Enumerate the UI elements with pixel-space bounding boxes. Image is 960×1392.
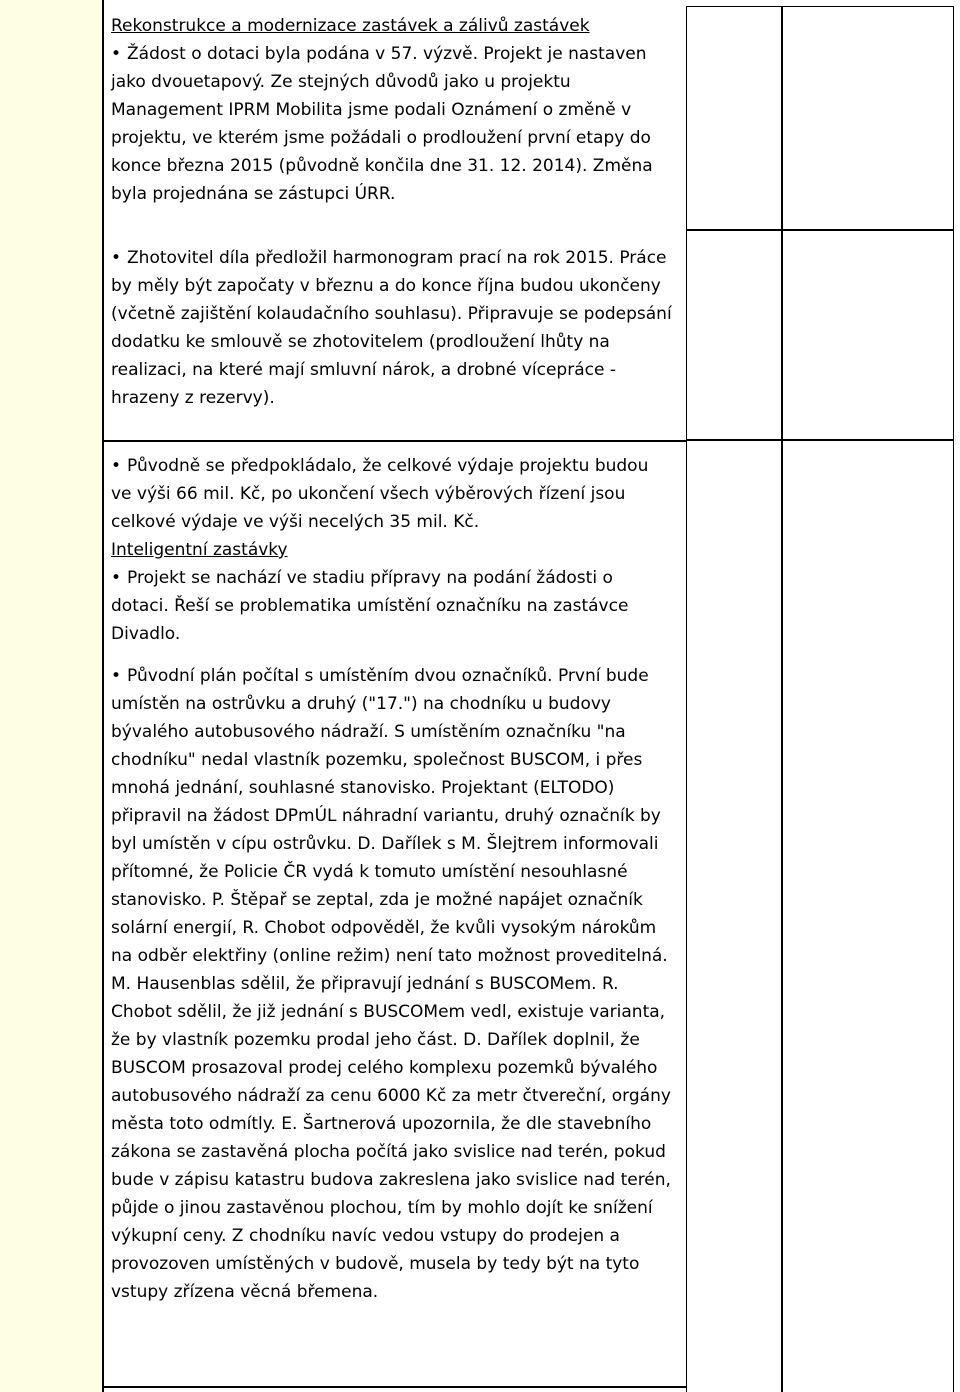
paragraph: Původně se předpokládalo, že celkové výdaje projektu budou ve výši 66 mil. Kč, po ukončení všech výběrových řízení jsou celkové výdaje ve výši necelých 35 mil. Kč. <box>111 456 649 532</box>
right-column-cell-4 <box>782 230 954 440</box>
paragraph: Zhotovitel díla předložil harmonogram prací na rok 2015. Práce by měly být započaty v březnu a do konce října budou ukončeny (včetně zajištění kolaudačního souhlasu). Připravuje se podepsání dodatku ke smlouvě se zhotovitelem (prodloužení lhůty na realizaci, na které mají smluvní nárok, a drobné vícepráce - hrazeny z rezervy). <box>111 248 672 408</box>
list-item <box>111 662 679 1306</box>
list-item <box>111 40 671 208</box>
right-column-cell-1 <box>686 6 782 230</box>
list-item <box>111 452 671 536</box>
bullet-icon: • <box>111 456 122 476</box>
main-text-cell <box>103 6 687 1386</box>
bullet-icon: • <box>111 44 122 64</box>
bullet-icon: • <box>111 568 122 588</box>
left-column-cell <box>0 0 102 1392</box>
section-heading: Rekonstrukce a modernizace zastávek a zálivů zastávek <box>111 16 590 36</box>
list-item <box>111 564 671 648</box>
paragraph: Původní plán počítal s umístěním dvou označníků. První bude umístěn na ostrůvku a druhý ("17.") na chodníku u budovy bývalého autobusového nádraží. S umístěním označníku "na chodníku" nedal vlastník pozemku, společnost BUSCOM, i přes mnohá jednání, souhlasné stanovisko. Projektant (ELTODO) připravil na žádost DPmÚL náhradní variantu, druhý označník by byl umístěn v cípu ostrůvku. D. Dařílek s M. Šlejtrem informovali přítomné, že Policie ČR vydá k tomuto umístění nesouhlasné stanovisko. P. Štěpař se zeptal, zda je možné napájet označník solární energií, R. Chobot odpověděl, že kvůli vysokým nárokům na odběr elektřiny (online režim) není tato možnost proveditelná. M. Hausenblas sdělil, že připravují jednání s BUSCOMem. R. Chobot sdělil, že již jednání s BUSCOMem vedl, existuje varianta, že by vlastník pozemku prodal jeho část. D. Dařílek doplnil, že BUSCOM prosazoval prodej celého komplexu pozemků bývalého autobusového nádraží za cenu 6000 Kč za metr čtvereční, orgány města toto odmítly. E. Šartnerová upozornila, že dle stavebního zákona se zastavěná plocha počítá jako svislice nad terén, pokud bude v zápisu katastru budova zakreslena jako svislice nad terén, půjde o jinou zastavěnou plochou, tím by mohlo dojít ke snížení výkupní ceny. Z chodníku navíc vedou vstupy do prodejen a provozoven umístěných v budově, musela by tedy být na tyto vstupy zřízena věcná břemena. <box>111 666 671 1302</box>
bullet-icon: • <box>111 666 122 686</box>
list-item <box>111 244 679 412</box>
right-column-cell-2 <box>782 6 954 230</box>
paragraph: Projekt se nachází ve stadiu přípravy na podání žádosti o dotaci. Řeší se problematika umístění označníku na zastávce Divadlo. <box>111 568 629 644</box>
section-heading: Inteligentní zastávky <box>111 540 288 560</box>
right-column-cell-3 <box>686 230 782 440</box>
row-separator <box>102 1386 686 1388</box>
paragraph: Žádost o dotaci byla podána v 57. výzvě. Projekt je nastaven jako dvouetapový. Ze stejných důvodů jako u projektu Management IPRM Mobilita jsme podali Oznámení o změně v projektu, ve kterém jsme požádali o prodloužení první etapy do konce března 2015 (původně končila dne 31. 12. 2014). Změna byla projednána se zástupci ÚRR. <box>111 44 653 204</box>
bullet-icon: • <box>111 248 122 268</box>
right-column-cell-5 <box>686 440 782 1392</box>
right-column-cell-6 <box>782 440 954 1392</box>
